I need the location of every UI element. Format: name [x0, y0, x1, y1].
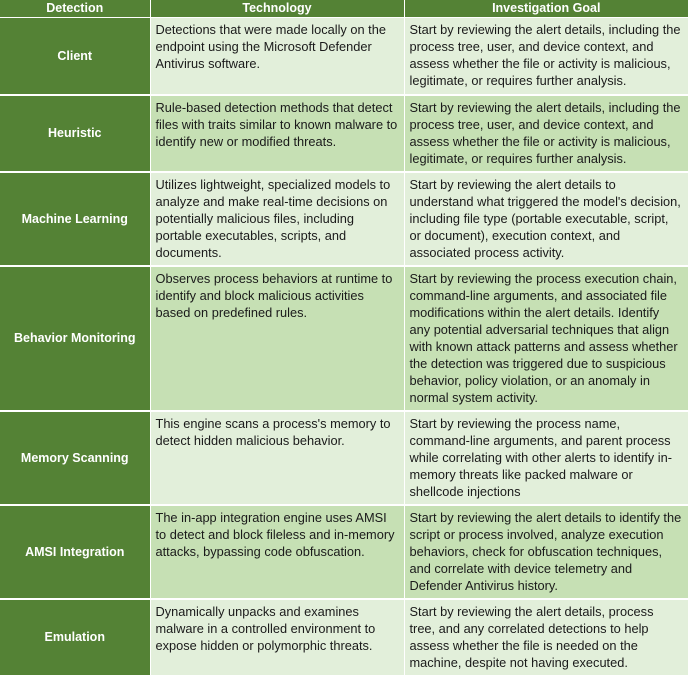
header-row — [0, 0, 688, 18]
investigation-goal-cell: Start by reviewing the alert details, including the process tree, user, and device context, and assess whether the file or activity is malicious, legitimate, or requires further analysis. — [404, 18, 688, 95]
table-row — [0, 599, 688, 676]
table-row — [0, 505, 688, 599]
table-row — [0, 18, 688, 95]
technology-cell: Rule-based detection methods that detect files with traits similar to known malware to identify new or modified threats. — [150, 95, 404, 172]
investigation-goal-cell: Start by reviewing the alert details, including the process tree, user, and device context, and assess whether the file or activity is malicious, legitimate, or requires further analysis. — [404, 95, 688, 172]
investigation-goal-cell: Start by reviewing the alert details, process tree, and any correlated detections to help assess whether the file is needed on the machine, despite not having executed. — [404, 599, 688, 676]
header-detection: Detection — [0, 0, 150, 18]
detection-cell: Client — [0, 18, 150, 95]
table-row — [0, 172, 688, 266]
table-row — [0, 266, 688, 411]
technology-cell: Observes process behaviors at runtime to identify and block malicious activities based on predefined rules. — [150, 266, 404, 411]
technology-cell: Detections that were made locally on the endpoint using the Microsoft Defender Antivirus software. — [150, 18, 404, 95]
technology-cell: This engine scans a process's memory to detect hidden malicious behavior. — [150, 411, 404, 505]
investigation-goal-cell: Start by reviewing the alert details to identify the script or process involved, analyze execution behaviors, check for obfuscation techniques, and correlate with device telemetry and Defender Antivirus history. — [404, 505, 688, 599]
detection-cell: Memory Scanning — [0, 411, 150, 505]
technology-cell: The in-app integration engine uses AMSI to detect and block fileless and in-memory attacks, bypassing code obfuscation. — [150, 505, 404, 599]
technology-cell: Dynamically unpacks and examines malware in a controlled environment to expose hidden or polymorphic threats. — [150, 599, 404, 676]
header-investigation-goal: Investigation Goal — [404, 0, 688, 18]
detection-cell: AMSI Integration — [0, 505, 150, 599]
investigation-goal-cell: Start by reviewing the process execution chain, command-line arguments, and associated file modifications within the alert details. Identify any potential adversarial techniques that align with known attack patterns and assess whether the detection was triggered due to suspicious behavior, policy violation, or an anomaly in normal system activity. — [404, 266, 688, 411]
detection-cell: Heuristic — [0, 95, 150, 172]
detection-cell: Behavior Monitoring — [0, 266, 150, 411]
detection-cell: Machine Learning — [0, 172, 150, 266]
investigation-goal-cell: Start by reviewing the process name, command-line arguments, and parent process while correlating with other alerts to identify in-memory threats like packed malware or shellcode injections — [404, 411, 688, 505]
table-row — [0, 95, 688, 172]
table-row — [0, 411, 688, 505]
detection-cell: Emulation — [0, 599, 150, 676]
header-technology: Technology — [150, 0, 404, 18]
technology-cell: Utilizes lightweight, specialized models to analyze and make real-time decisions on potentially malicious files, including portable executables, scripts, and documents. — [150, 172, 404, 266]
investigation-goal-cell: Start by reviewing the alert details to understand what triggered the model's decision, including file type (portable executable, script, or document), execution context, and associated process activity. — [404, 172, 688, 266]
